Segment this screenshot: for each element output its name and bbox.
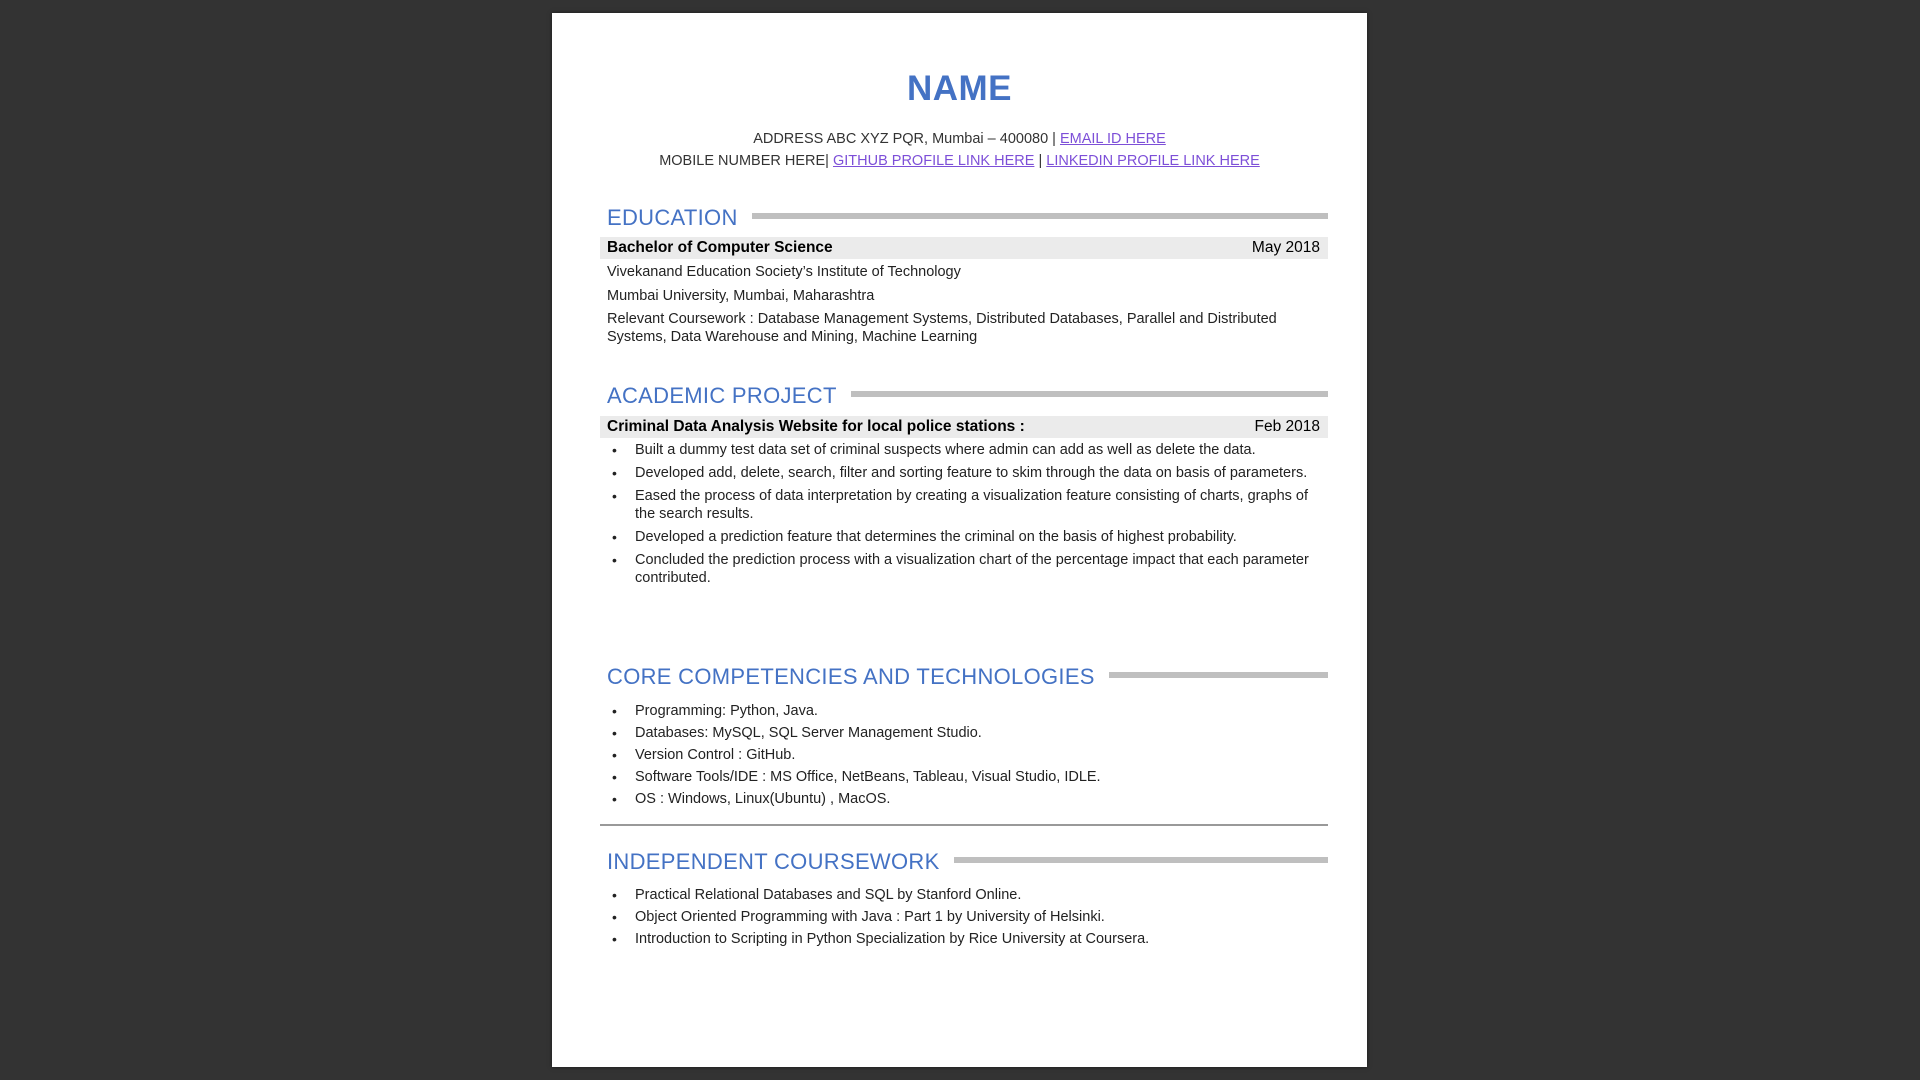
- project-title: ACADEMIC PROJECT: [607, 383, 837, 408]
- contact-line-links: [552, 153, 1367, 169]
- list-item: • Object Oriented Programming with Java : Part 1 by University of Helsinki.: [607, 908, 1315, 926]
- list-item: • Introduction to Scripting in Python Specialization by Rice University at Coursera.: [607, 930, 1315, 948]
- skills-title: CORE COMPETENCIES AND TECHNOLOGIES: [607, 664, 1095, 689]
- list-item: • Programming: Python, Java.: [607, 702, 1315, 720]
- education-heading: [607, 203, 1328, 233]
- project-date: Feb 2018: [1254, 418, 1320, 435]
- degree-date: May 2018: [1251, 239, 1320, 256]
- list-item: • OS : Windows, Linux(Ubuntu) , MacOS.: [607, 790, 1315, 808]
- section-rule: [752, 213, 1328, 219]
- project-bullets: [607, 441, 1315, 587]
- linkedin-link[interactable]: LINKEDIN PROFILE LINK HERE: [1046, 153, 1260, 169]
- resume-page: [552, 13, 1367, 1067]
- section-rule: [1109, 672, 1328, 678]
- email-link[interactable]: EMAIL ID HERE: [1059, 131, 1166, 147]
- github-link[interactable]: GITHUB PROFILE LINK HERE: [832, 153, 1035, 169]
- mobile-text: MOBILE NUMBER HERE|: [659, 153, 829, 169]
- link-separator: |: [1038, 153, 1043, 169]
- list-item: • Practical Relational Databases and SQL by Stanford Online.: [607, 886, 1315, 904]
- section-rule: [954, 857, 1328, 863]
- education-band: [600, 237, 1328, 259]
- coursework-heading: [607, 847, 1328, 877]
- list-item: • Concluded the prediction process with a visualization chart of the percentage impact that each parameter contributed.: [607, 551, 1315, 587]
- coursework-bullets: [607, 886, 1315, 948]
- institute-name: Vivekanand Education Society’s Institute of Technology: [607, 264, 961, 280]
- list-item: • Developed a prediction feature that determines the criminal on the basis of highest probability.: [607, 528, 1315, 546]
- section-divider: [600, 824, 1328, 826]
- degree-title: Bachelor of Computer Science: [607, 239, 833, 256]
- relevant-coursework: Relevant Coursework : Database Management Systems, Distributed Databases, Parallel and Distributed Systems, Data Warehouse and Mining, Machine Learning: [607, 311, 1277, 345]
- list-item: • Eased the process of data interpretation by creating a visualization feature consisting of charts, graphs of the search results.: [607, 487, 1315, 523]
- resume-name: NAME: [906, 69, 1013, 108]
- list-item: • Developed add, delete, search, filter and sorting feature to skim through the data on basis of parameters.: [607, 464, 1315, 482]
- skills-heading: [607, 662, 1328, 692]
- project-band: [600, 416, 1328, 438]
- list-item: • Built a dummy test data set of criminal suspects where admin can add as well as delete the data.: [607, 441, 1315, 459]
- project-name: Criminal Data Analysis Website for local police stations :: [607, 418, 1025, 435]
- coursework-title: INDEPENDENT COURSEWORK: [607, 849, 940, 874]
- project-heading: [607, 381, 1328, 411]
- skills-bullets: [607, 702, 1315, 808]
- education-title: EDUCATION: [607, 205, 738, 230]
- list-item: • Software Tools/IDE : MS Office, NetBeans, Tableau, Visual Studio, IDLE.: [607, 768, 1315, 786]
- list-item: • Databases: MySQL, SQL Server Management Studio.: [607, 724, 1315, 742]
- university-name: Mumbai University, Mumbai, Maharashtra: [607, 288, 875, 304]
- address-text: ADDRESS ABC XYZ PQR, Mumbai – 400080 |: [753, 131, 1056, 147]
- section-rule: [851, 391, 1328, 397]
- contact-line-address: [552, 131, 1367, 147]
- list-item: • Version Control : GitHub.: [607, 746, 1315, 764]
